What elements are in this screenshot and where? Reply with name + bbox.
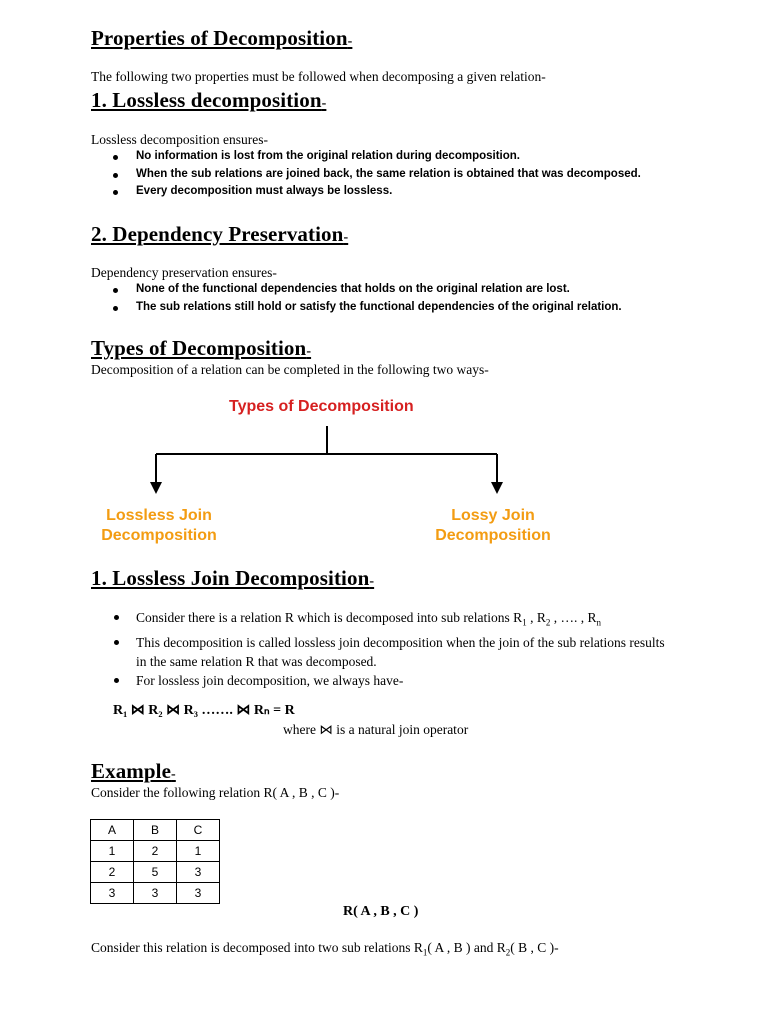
table-row (91, 841, 220, 862)
table-header-cell: B (134, 820, 177, 841)
list-item: This decomposition is called lossless join decomposition when the join of the sub relations results in the same relation R that was decomposed. (112, 633, 672, 671)
diagram-node-lossless-join (97, 506, 221, 546)
arrow-down-icon (491, 482, 503, 494)
table-cell: 1 (177, 841, 220, 862)
example-heading: Example- (91, 759, 176, 783)
dependency-intro: Dependency preservation ensures- (91, 265, 277, 280)
relation-table (90, 819, 220, 904)
list-item: When the sub relations are joined back, the same relation is obtained that was decomposed. (112, 166, 641, 184)
arrow-down-icon (150, 482, 162, 494)
lossless-join-formula: R₁ ⋈ R₂ ⋈ R₃ ……. ⋈ Rₙ = R (113, 703, 295, 718)
table-header-cell: A (91, 820, 134, 841)
diagram-node-line: Decomposition (435, 527, 551, 544)
types-heading: Types of Decomposition- (91, 336, 312, 360)
dependency-heading: 2. Dependency Preservation- (91, 222, 349, 246)
diagram-title: Types of Decomposition (229, 398, 414, 415)
formula-where-note: where ⋈ is a natural join operator (283, 722, 469, 737)
table-caption: R( A , B , C ) (343, 904, 419, 919)
types-intro: Decomposition of a relation can be completed in the following two ways- (91, 362, 489, 377)
properties-intro: The following two properties must be followed when decomposing a given relation- (91, 69, 546, 84)
table-row (91, 862, 220, 883)
list-item: None of the functional dependencies that holds on the original relation are lost. (112, 281, 622, 299)
table-cell: 3 (134, 883, 177, 904)
lossless-join-heading: 1. Lossless Join Decomposition- (91, 566, 375, 590)
diagram-node-line: Decomposition (101, 527, 217, 544)
table-cell: 3 (177, 883, 220, 904)
table-header-row (91, 820, 220, 841)
properties-heading: Properties of Decomposition- (91, 26, 353, 50)
diagram-node-line: Lossy Join (451, 507, 535, 524)
table-cell: 5 (134, 862, 177, 883)
diagram-connector-lines (140, 424, 520, 496)
diagram-node-line: Lossless Join (106, 507, 212, 524)
table-header-cell: C (177, 820, 220, 841)
table-cell: 3 (91, 883, 134, 904)
table-cell: 2 (134, 841, 177, 862)
list-item: Every decomposition must always be lossless. (112, 183, 641, 201)
list-item: For lossless join decomposition, we always have- (112, 671, 672, 690)
diagram-node-lossy-join (431, 506, 555, 546)
table-cell: 1 (91, 841, 134, 862)
list-item: Consider there is a relation R which is decomposed into sub relations $R_1$ , $R_2$ , …. , $R_n$ (112, 608, 672, 633)
list-item: The sub relations still hold or satisfy the functional dependencies of the original relation. (112, 299, 622, 317)
example-intro: Consider the following relation R( A , B , C )- (91, 785, 340, 800)
decomposed-text: Consider this relation is decomposed into two sub relations $R_1$( A , B ) and $R_2$( B , C )- (91, 940, 559, 958)
table-row (91, 883, 220, 904)
table-cell: 2 (91, 862, 134, 883)
lossless-bullet-list (112, 148, 641, 201)
table-cell: 3 (177, 862, 220, 883)
lossless-intro: Lossless decomposition ensures- (91, 132, 268, 147)
lossless-join-bullet-list (112, 608, 672, 690)
lossless-heading: 1. Lossless decomposition- (91, 88, 327, 112)
list-item: No information is lost from the original relation during decomposition. (112, 148, 641, 166)
dependency-bullet-list (112, 281, 622, 316)
